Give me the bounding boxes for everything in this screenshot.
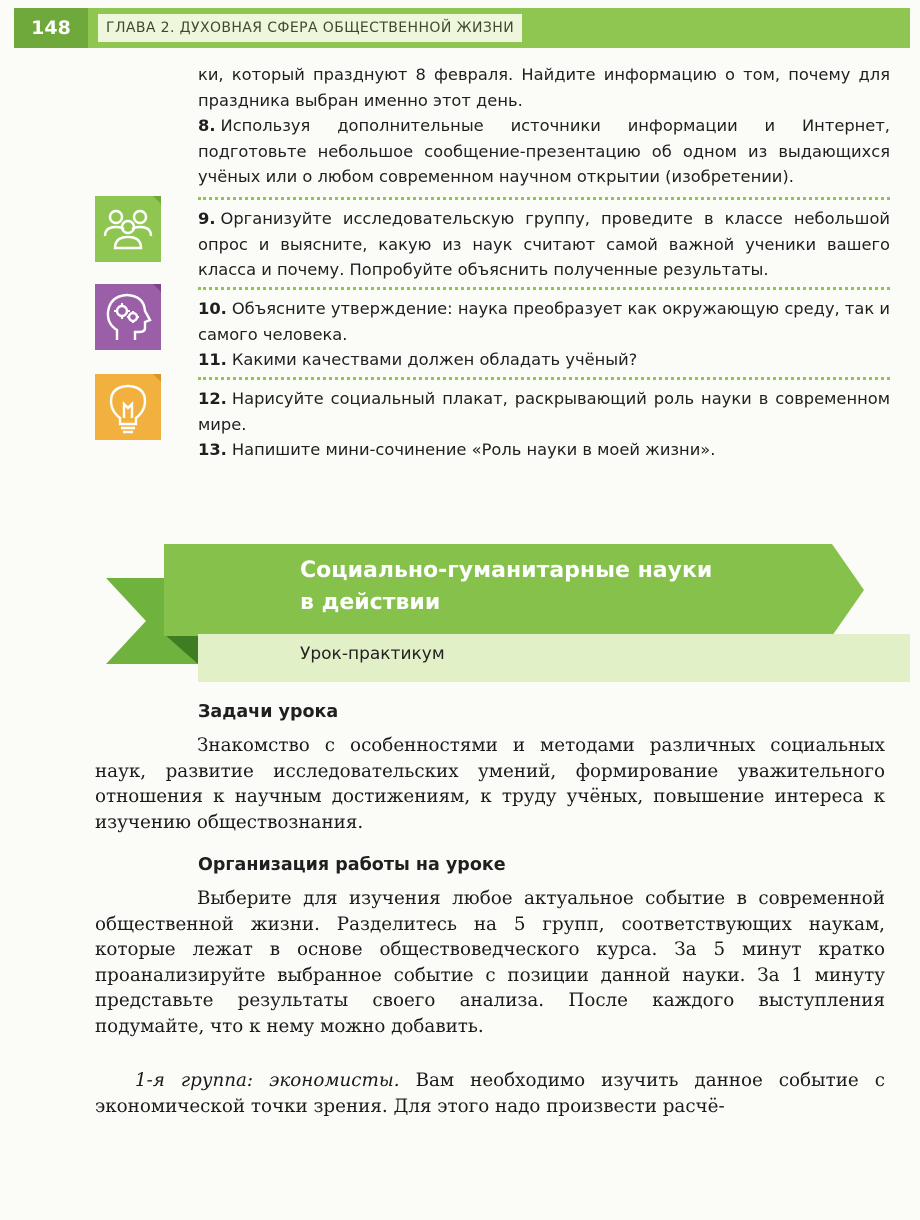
task-10: 10. Объясните утверждение: наука преобразует как окружающую среду, так и самого человека. (198, 299, 890, 344)
page-number: 148 (14, 8, 88, 48)
lightbulb-icon (95, 374, 161, 440)
group-people-icon (95, 196, 161, 262)
banner-subtitle: Урок-практикум (300, 644, 445, 664)
page-header (14, 8, 910, 48)
chapter-title: ГЛАВА 2. ДУХОВНАЯ СФЕРА ОБЩЕСТВЕННОЙ ЖИЗНИ (98, 14, 522, 42)
task-12: 12. Нарисуйте социальный плакат, раскрывающий роль науки в современном мире. (198, 389, 890, 434)
tasks-create (198, 386, 890, 463)
goals-heading: Задачи урока (198, 702, 339, 722)
task-13: 13. Напишите мини-сочинение «Роль науки в моей жизни». (198, 440, 716, 459)
tasks-think (198, 296, 890, 373)
organization-text: Выберите для изучения любое актуальное событие в современной общественной жизни. Разделитесь на 5 групп, соответствующих наукам, которые лежат в основе обществоведческого курса. За 5 минут кратко проанализируйте выбранное событие с позиции данной науки. За 1 минуту представьте результаты своего анализа. После каждого выступления подумайте, что к нему можно добавить. (95, 888, 885, 1037)
group1-text: 1-я группа: экономисты. Вам необходимо изучить данное событие с экономической точки зрения. Для этого надо произвести расчё- (95, 1070, 885, 1117)
task-continuation: ки, который празднуют 8 февраля. Найдите информацию о том, почему для праздника выбран именно этот день. (198, 65, 890, 110)
task-8: 8. Используя дополнительные источники информации и Интернет, подготовьте небольшое сообщение-презентацию об одном из выдающихся учёных или о любом современном научном открытии (изобретении). (198, 116, 890, 186)
task-11: 11. Какими качествами должен обладать учёный? (198, 350, 638, 369)
separator (198, 377, 890, 380)
tasks-group (198, 206, 890, 283)
separator (198, 287, 890, 290)
banner-title: Социально-гуманитарные науки в действии (300, 558, 713, 615)
tasks-top (198, 62, 890, 190)
head-gears-icon (95, 284, 161, 350)
organization-heading: Организация работы на уроке (198, 855, 506, 875)
separator (198, 197, 890, 200)
goals-text: Знакомство с особенностями и методами различных социальных наук, развитие исследовательских умений, формирование уважительного отношения к научным достижениям, к труду учёных, повышение интереса к изучению обществознания. (95, 735, 885, 833)
task-9: 9. Организуйте исследовательскую группу, проведите в классе небольшой опрос и выясните, какую из наук считают самой важной ученики вашего класса и почему. Попробуйте объяснить полученные результаты. (198, 209, 890, 279)
